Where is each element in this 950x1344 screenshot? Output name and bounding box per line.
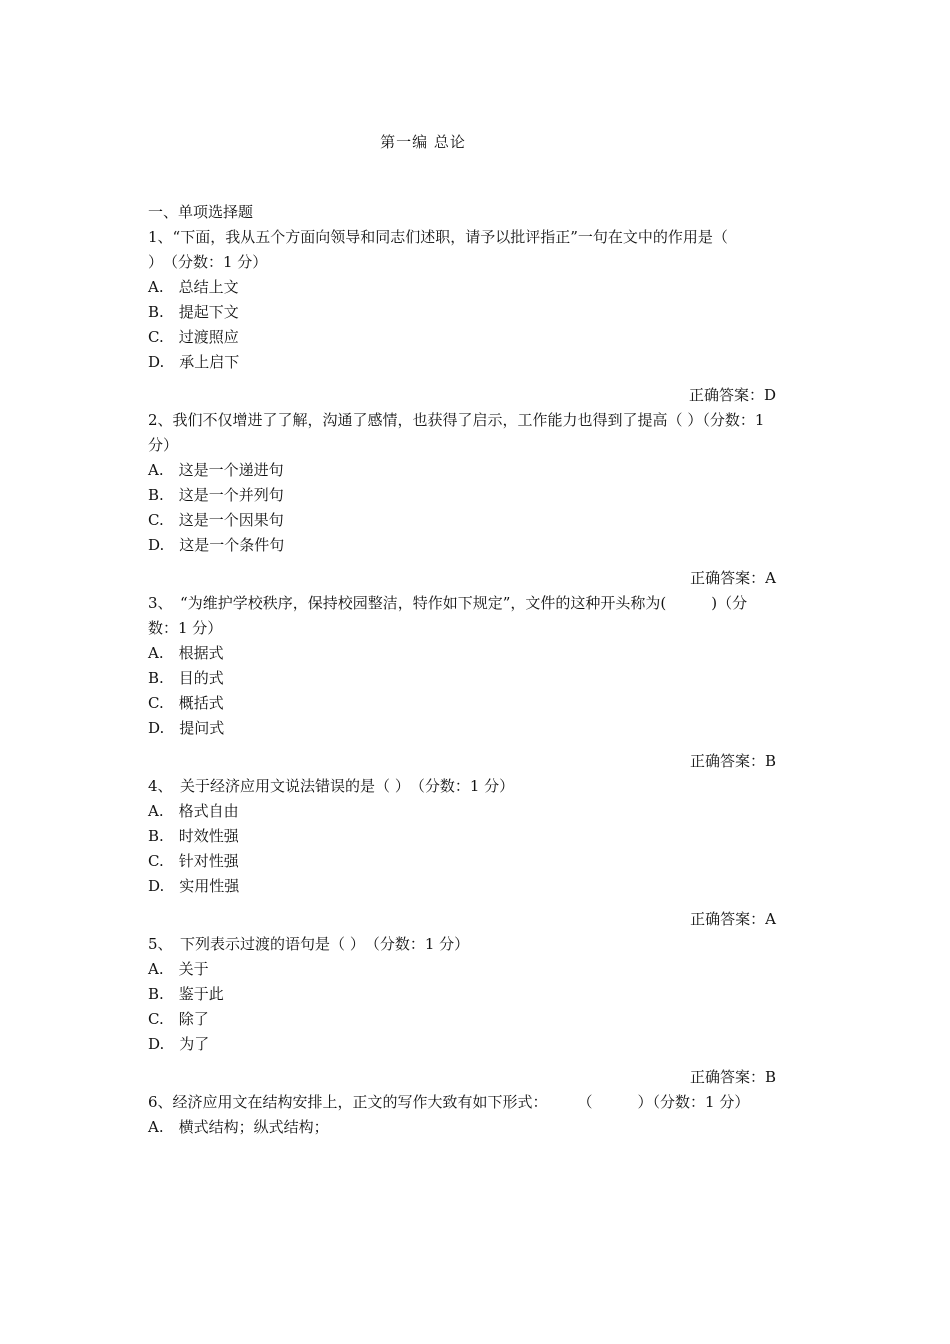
question-item (148, 1090, 776, 1140)
option-c: C. 针对性强 (148, 852, 239, 870)
correct-answer: 正确答案：D (688, 386, 776, 404)
option-c: C. 概括式 (148, 694, 224, 712)
option-d: D. 为了 (148, 1035, 210, 1053)
question-text: 3、 “为维护学校秩序，保持校园整洁，特作如下规定”，文件的这种开头称为( )（分数：1 分） (148, 594, 748, 637)
question-item (148, 774, 776, 932)
question-text: 2、我们不仅增进了了解，沟通了感情，也获得了启示，工作能力也得到了提高（ ）（分数：1 分） (148, 411, 765, 454)
option-c: C. 这是一个因果句 (148, 511, 284, 529)
option-a: A. 横式结构；纵式结构； (148, 1118, 329, 1136)
correct-answer: 正确答案：B (689, 1068, 776, 1086)
option-d: D. 承上启下 (148, 353, 240, 371)
question-text: 6、经济应用文在结构安排上，正文的写作大致有如下形式： （ ）（分数：1 分） (148, 1093, 750, 1111)
option-a: A. 总结上文 (148, 278, 239, 296)
question-item (148, 591, 776, 774)
option-a: A. 这是一个递进句 (148, 461, 284, 479)
question-text: 5、 下列表示过渡的语句是（ ） （分数：1 分） (148, 935, 470, 953)
option-d: D. 提问式 (148, 719, 225, 737)
page-title: 第一编 总论 (380, 133, 466, 151)
option-b: B. 这是一个并列句 (148, 486, 284, 504)
option-d: D. 实用性强 (148, 877, 240, 895)
option-a: A. 根据式 (148, 644, 224, 662)
option-a: A. 格式自由 (148, 802, 239, 820)
option-b: B. 鉴于此 (148, 985, 224, 1003)
correct-answer: 正确答案：B (689, 752, 776, 770)
option-c: C. 除了 (148, 1010, 209, 1028)
question-item (148, 225, 776, 408)
option-c: C. 过渡照应 (148, 328, 239, 346)
correct-answer: 正确答案：A (690, 569, 776, 587)
option-b: B. 目的式 (148, 669, 224, 687)
option-b: B. 提起下文 (148, 303, 239, 321)
question-item (148, 408, 776, 591)
question-item (148, 932, 776, 1090)
section-title: 一、单项选择题 (148, 203, 254, 221)
option-b: B. 时效性强 (148, 827, 239, 845)
question-text: 1、“下面，我从五个方面向领导和同志们述职，请予以批评指正”一句在文中的作用是（ ） （分数：1 分） (148, 228, 773, 271)
question-text: 4、 关于经济应用文说法错误的是（ ） （分数：1 分） (148, 777, 515, 795)
option-d: D. 这是一个条件句 (148, 536, 285, 554)
correct-answer: 正确答案：A (690, 910, 776, 928)
document-body (148, 200, 776, 1140)
option-a: A. 关于 (148, 960, 209, 978)
